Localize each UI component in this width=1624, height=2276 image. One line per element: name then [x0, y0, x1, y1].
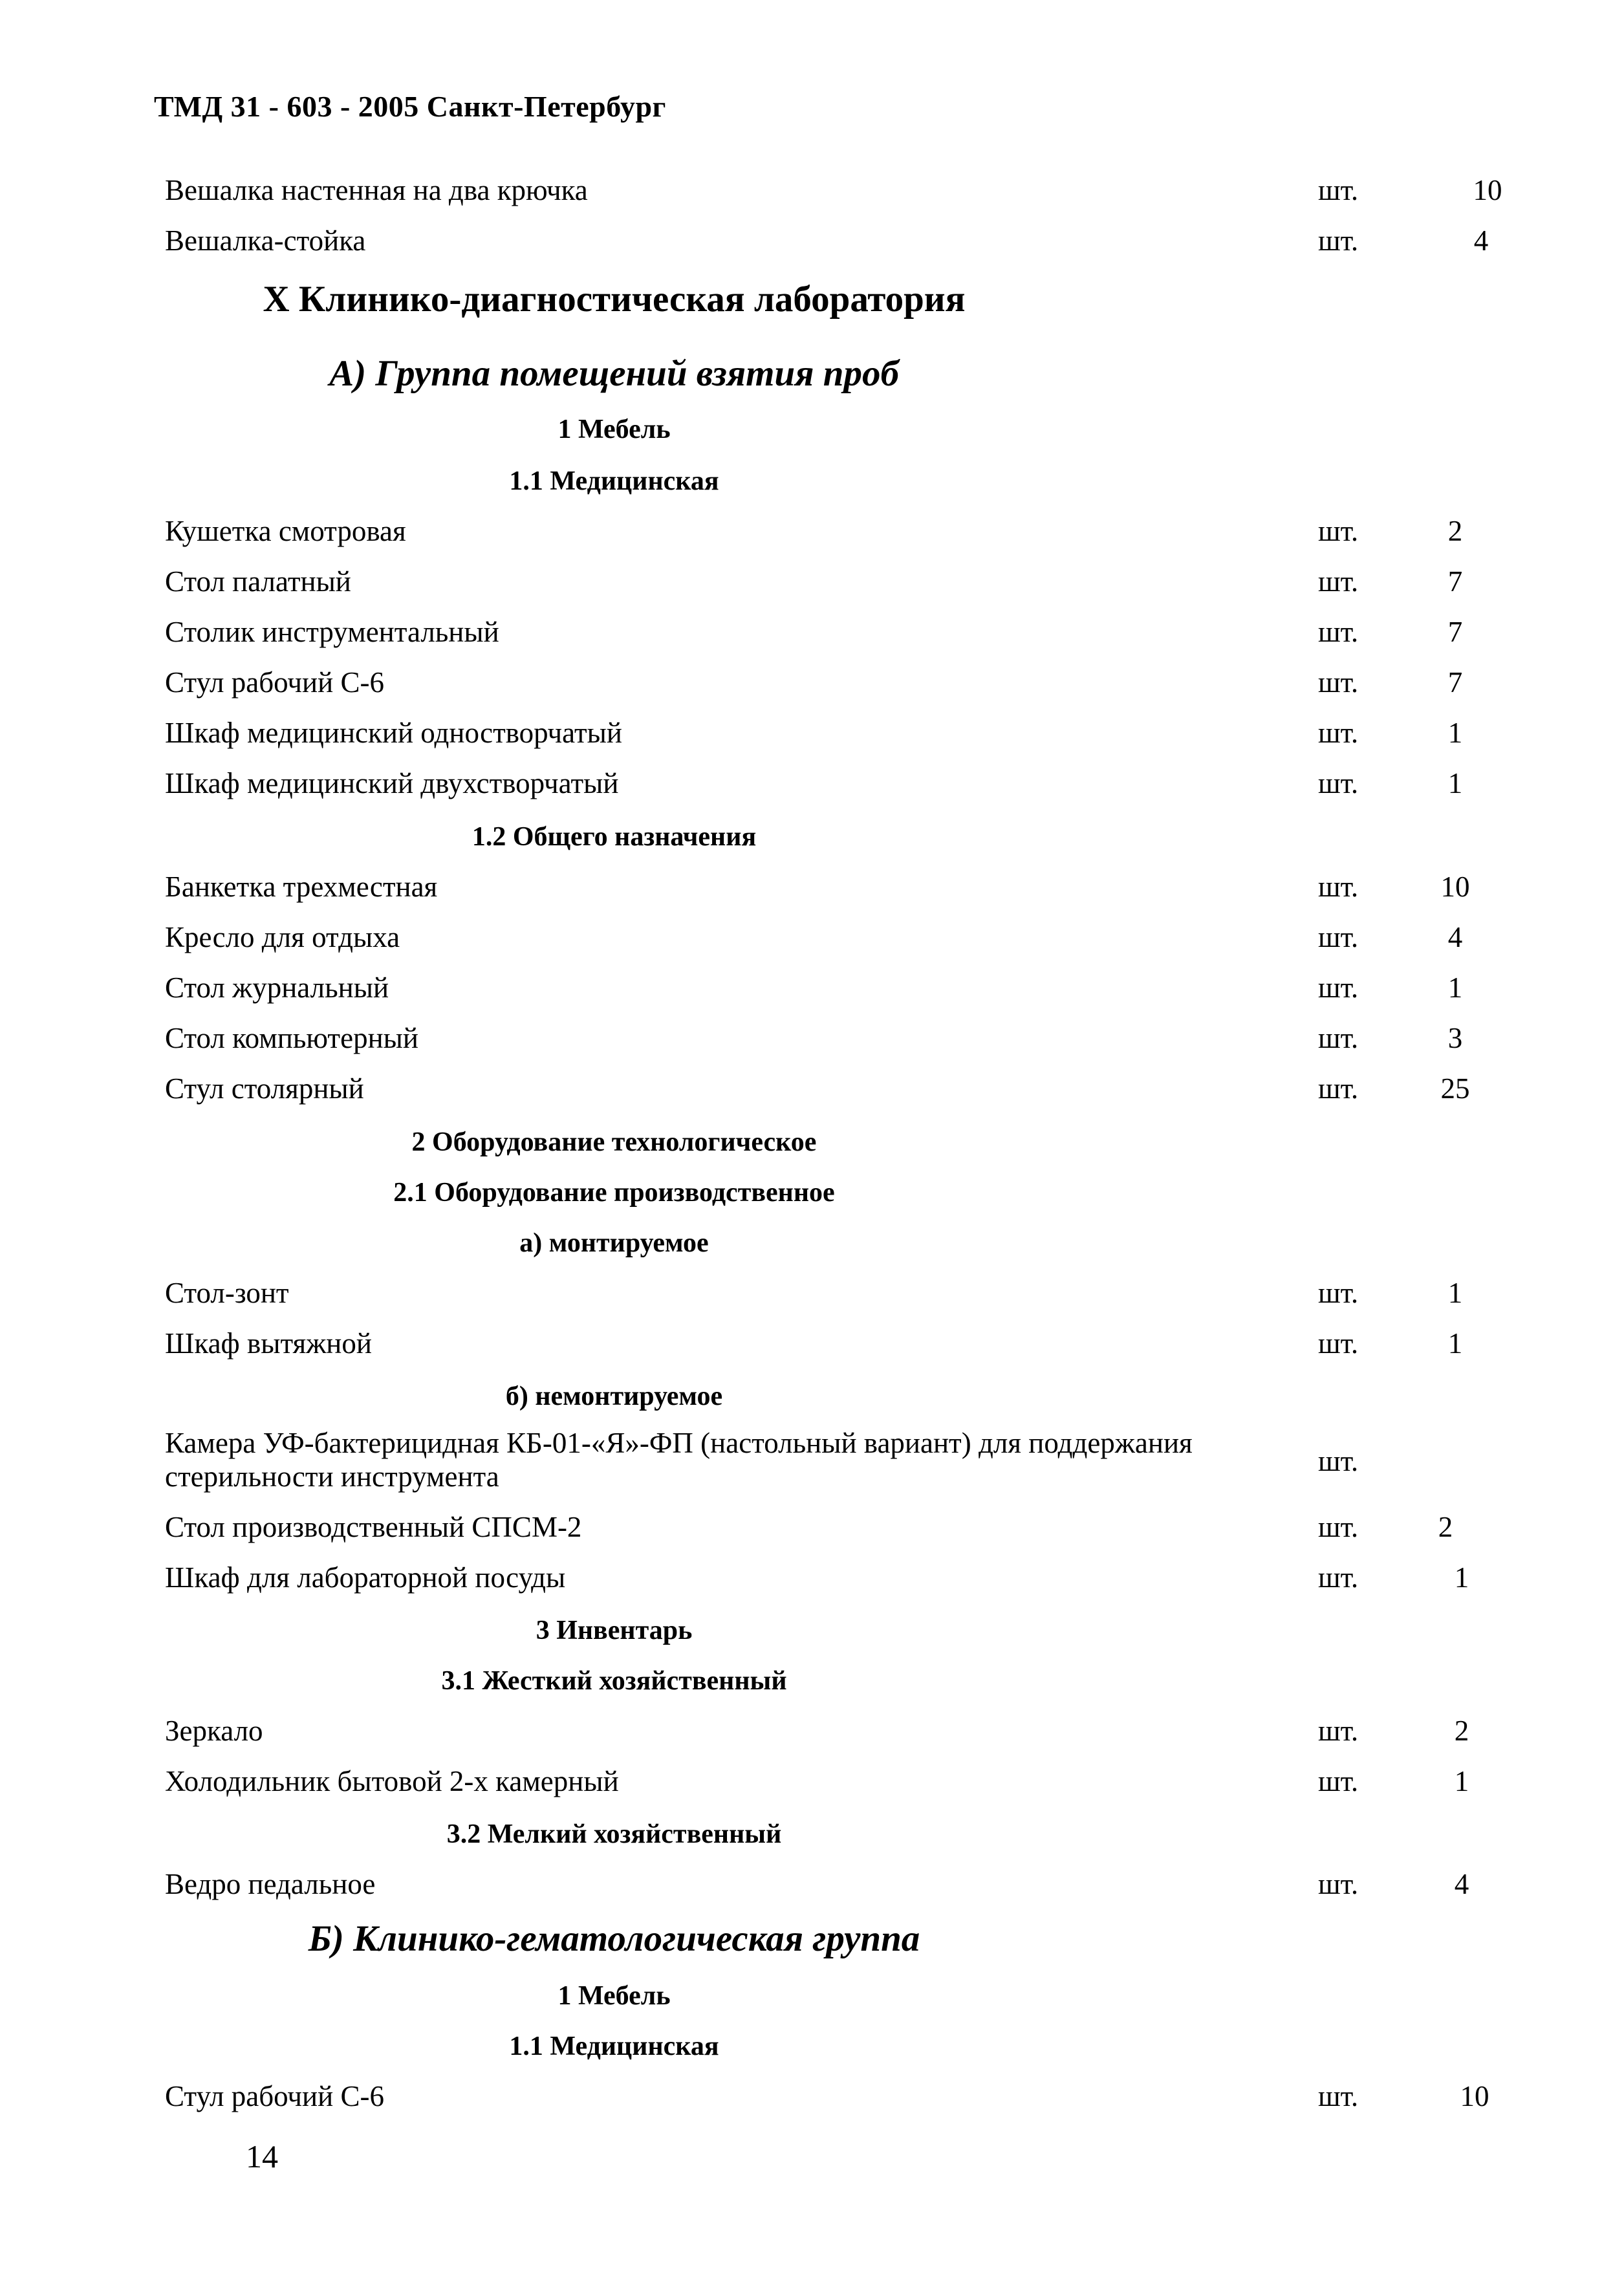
- subsection-hard: 3.1 Жесткий хозяйственный: [441, 1666, 787, 1696]
- subsection-inventory: 3 Инвентарь: [536, 1616, 693, 1645]
- item-name: Кресло для отдыха: [165, 921, 400, 953]
- item-name: Банкетка трехместная: [165, 871, 438, 903]
- item-unit: шт.: [1318, 1327, 1359, 1360]
- item-quantity: 3: [1447, 1022, 1463, 1054]
- item-quantity: 25: [1440, 1072, 1470, 1105]
- item-unit: шт.: [1318, 717, 1359, 749]
- item-quantity: 10: [1460, 2080, 1489, 2112]
- item-unit: шт.: [1318, 1277, 1359, 1309]
- item-unit: шт.: [1318, 174, 1359, 206]
- item-quantity: 1: [1447, 767, 1463, 799]
- item-unit: шт.: [1318, 1072, 1359, 1105]
- subsection-furniture: 1 Мебель: [558, 1981, 671, 2011]
- item-unit: шт.: [1318, 616, 1359, 648]
- item-quantity: 2: [1447, 515, 1463, 547]
- item-name: Стул столярный: [165, 1072, 364, 1105]
- item-name: Стол компьютерный: [165, 1022, 418, 1054]
- document-header: ТМД 31 - 603 - 2005 Санкт-Петербург: [154, 90, 666, 123]
- item-unit: шт.: [1318, 565, 1359, 598]
- subsection-medical: 1.1 Медицинская: [509, 466, 719, 496]
- item-quantity: 1: [1447, 1327, 1463, 1360]
- item-name: Стол журнальный: [165, 971, 389, 1004]
- item-unit: шт.: [1318, 515, 1359, 547]
- item-name: Кушетка смотровая: [165, 515, 406, 547]
- item-unit: шт.: [1318, 1511, 1359, 1543]
- item-name: Стул рабочий С-6: [165, 2080, 384, 2112]
- item-name: Стул рабочий С-6: [165, 666, 384, 699]
- subsection-furniture: 1 Мебель: [558, 415, 671, 444]
- item-unit: шт.: [1318, 871, 1359, 903]
- item-quantity: 1: [1447, 717, 1463, 749]
- item-name: Вешалка-стойка: [165, 224, 366, 257]
- section-title: X Клинико-диагностическая лаборатория: [263, 279, 966, 320]
- item-unit: шт.: [1318, 1445, 1359, 1477]
- item-quantity: 4: [1473, 224, 1489, 257]
- item-name: Шкаф вытяжной: [165, 1327, 372, 1360]
- subsection-small: 3.2 Мелкий хозяйственный: [446, 1819, 782, 1849]
- item-name: Шкаф для лабораторной посуды: [165, 1561, 566, 1594]
- item-name: Камера УФ-бактерицидная КБ-01-«Я»-ФП (настольный вариант) для поддержания стерильности инструмента: [165, 1427, 1193, 1493]
- item-quantity: 1: [1454, 1765, 1469, 1797]
- item-unit: шт.: [1318, 666, 1359, 699]
- subsection-production: 2.1 Оборудование производственное: [393, 1178, 835, 1208]
- item-unit: шт.: [1318, 2080, 1359, 2112]
- item-unit: шт.: [1318, 1022, 1359, 1054]
- item-quantity: 4: [1447, 921, 1463, 953]
- item-name: Шкаф медицинский двухстворчатый: [165, 767, 619, 799]
- item-quantity: 1: [1447, 971, 1463, 1004]
- item-quantity: 7: [1447, 616, 1463, 648]
- item-unit: шт.: [1318, 1715, 1359, 1747]
- group-b-title: Б) Клинико-гематологическая группа: [308, 1918, 920, 1959]
- item-name: Столик инструментальный: [165, 616, 499, 648]
- item-name: Зеркало: [165, 1715, 263, 1747]
- item-quantity: 1: [1447, 1277, 1463, 1309]
- item-name: Стол производственный СПСМ-2: [165, 1511, 582, 1543]
- item-quantity: 2: [1438, 1511, 1453, 1543]
- item-name: Стол палатный: [165, 565, 351, 598]
- item-quantity: 7: [1447, 565, 1463, 598]
- item-name: Шкаф медицинский одностворчатый: [165, 717, 622, 749]
- item-quantity: 10: [1440, 871, 1470, 903]
- item-quantity: 10: [1473, 174, 1502, 206]
- group-a-title: А) Группа помещений взятия проб: [329, 353, 899, 394]
- item-unit: шт.: [1318, 224, 1359, 257]
- item-quantity: 1: [1454, 1561, 1469, 1594]
- item-name: Стол-зонт: [165, 1277, 289, 1309]
- item-name: Ведро педальное: [165, 1868, 376, 1900]
- subsection-general: 1.2 Общего назначения: [471, 822, 757, 852]
- item-unit: шт.: [1318, 971, 1359, 1004]
- subsection-medical: 1.1 Медицинская: [509, 2032, 719, 2061]
- subsection-mounted: а) монтируемое: [519, 1228, 709, 1258]
- subsection-unmounted: б) немонтируемое: [505, 1382, 723, 1411]
- item-name: Холодильник бытовой 2-х камерный: [165, 1765, 619, 1797]
- item-quantity: 4: [1454, 1868, 1469, 1900]
- item-name: Вешалка настенная на два крючка: [165, 174, 588, 206]
- item-unit: шт.: [1318, 767, 1359, 799]
- item-unit: шт.: [1318, 921, 1359, 953]
- item-quantity: 2: [1454, 1715, 1469, 1747]
- item-unit: шт.: [1318, 1868, 1359, 1900]
- subsection-equipment: 2 Оборудование технологическое: [411, 1127, 817, 1157]
- item-quantity: 7: [1447, 666, 1463, 699]
- page-number: 14: [246, 2138, 278, 2174]
- item-unit: шт.: [1318, 1765, 1359, 1797]
- item-unit: шт.: [1318, 1561, 1359, 1594]
